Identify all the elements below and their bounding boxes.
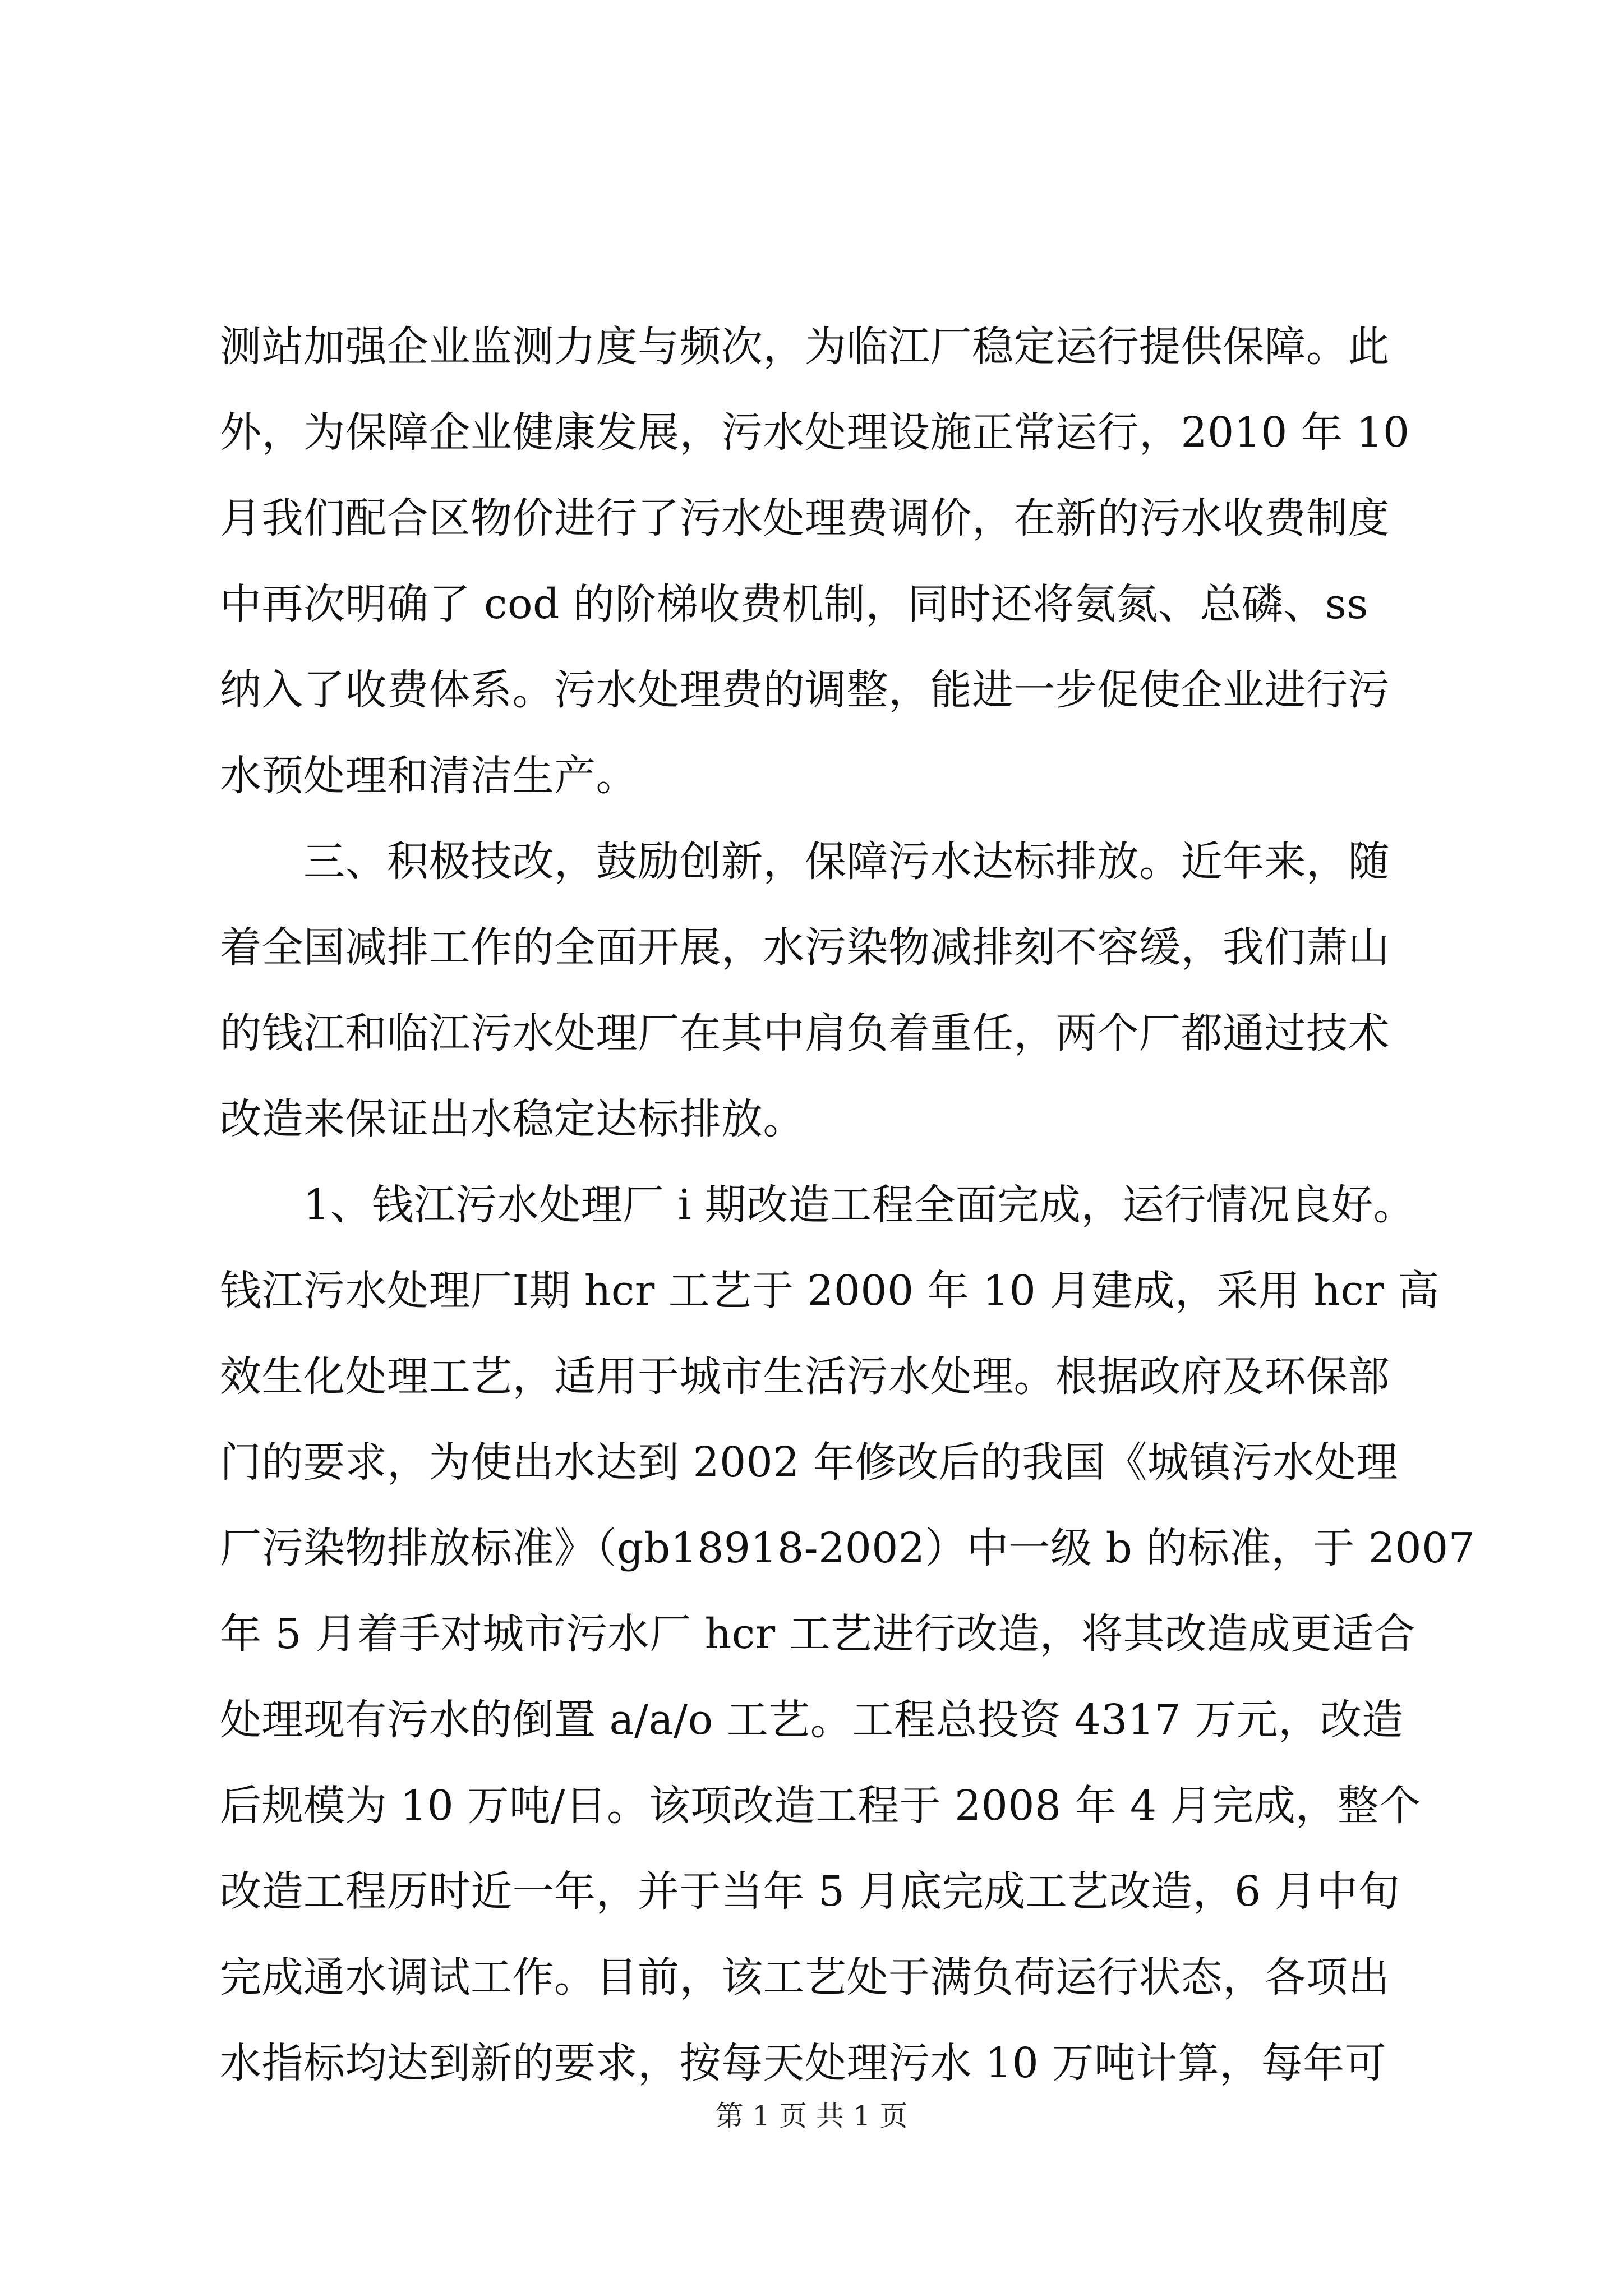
text-line: 完成通水调试工作。目前，该工艺处于满负荷运行状态，各项出 <box>220 1953 1390 2001</box>
text-line: 效生化处理工艺，适用于城市生活污水处理。根据政府及环保部 <box>220 1352 1390 1401</box>
text-line: 处理现有污水的倒置 a/a/o 工艺。工程总投资 4317 万元，改造 <box>220 1696 1404 1744</box>
text-line: 中再次明确了 cod 的阶梯收费机制，同时还将氨氮、总磷、ss <box>220 580 1368 628</box>
text-line: 改造来保证出水稳定达标排放。 <box>220 1095 805 1143</box>
text-line: 测站加强企业监测力度与频次，为临江厂稳定运行提供保障。此 <box>220 323 1390 371</box>
text-line: 水预处理和清洁生产。 <box>220 752 638 800</box>
text-line: 水指标均达到新的要求，按每天处理污水 10 万吨计算，每年可 <box>220 2039 1387 2087</box>
text-line: 外，为保障企业健康发展，污水处理设施正常运行，2010 年 10 <box>220 408 1410 457</box>
text-line: 三、积极技改，鼓励创新，保障污水达标排放。近年来，随 <box>220 838 1390 886</box>
body-text <box>220 304 1476 2106</box>
page-footer: 第 1 页 共 1 页 <box>715 2100 908 2132</box>
text-line: 着全国减排工作的全面开展，水污染物减排刻不容缓，我们萧山 <box>220 923 1390 972</box>
text-line: 纳入了收费体系。污水处理费的调整，能进一步促使企业进行污 <box>220 666 1390 714</box>
text-line: 钱江污水处理厂Ⅰ期 hcr 工艺于 2000 年 10 月建成，采用 hcr 高 <box>220 1267 1440 1315</box>
text-line: 月我们配合区物价进行了污水处理费调价，在新的污水收费制度 <box>220 494 1390 542</box>
text-line: 厂污染物排放标准》（gb18918-2002）中一级 b 的标准，于 2007 <box>220 1524 1476 1572</box>
text-line: 门的要求，为使出水达到 2002 年修改后的我国《城镇污水处理 <box>220 1438 1398 1487</box>
text-line: 改造工程历时近一年，并于当年 5 月底完成工艺改造，6 月中旬 <box>220 1867 1400 1916</box>
text-line: 后规模为 10 万吨/日。该项改造工程于 2008 年 4 月完成，整个 <box>220 1782 1421 1830</box>
text-line: 1、钱江污水处理厂 i 期改造工程全面完成，运行情况良好。 <box>220 1181 1415 1229</box>
text-line: 年 5 月着手对城市污水厂 hcr 工艺进行改造，将其改造成更适合 <box>220 1610 1416 1658</box>
text-line: 的钱江和临江污水处理厂在其中肩负着重任，两个厂都通过技术 <box>220 1009 1390 1057</box>
